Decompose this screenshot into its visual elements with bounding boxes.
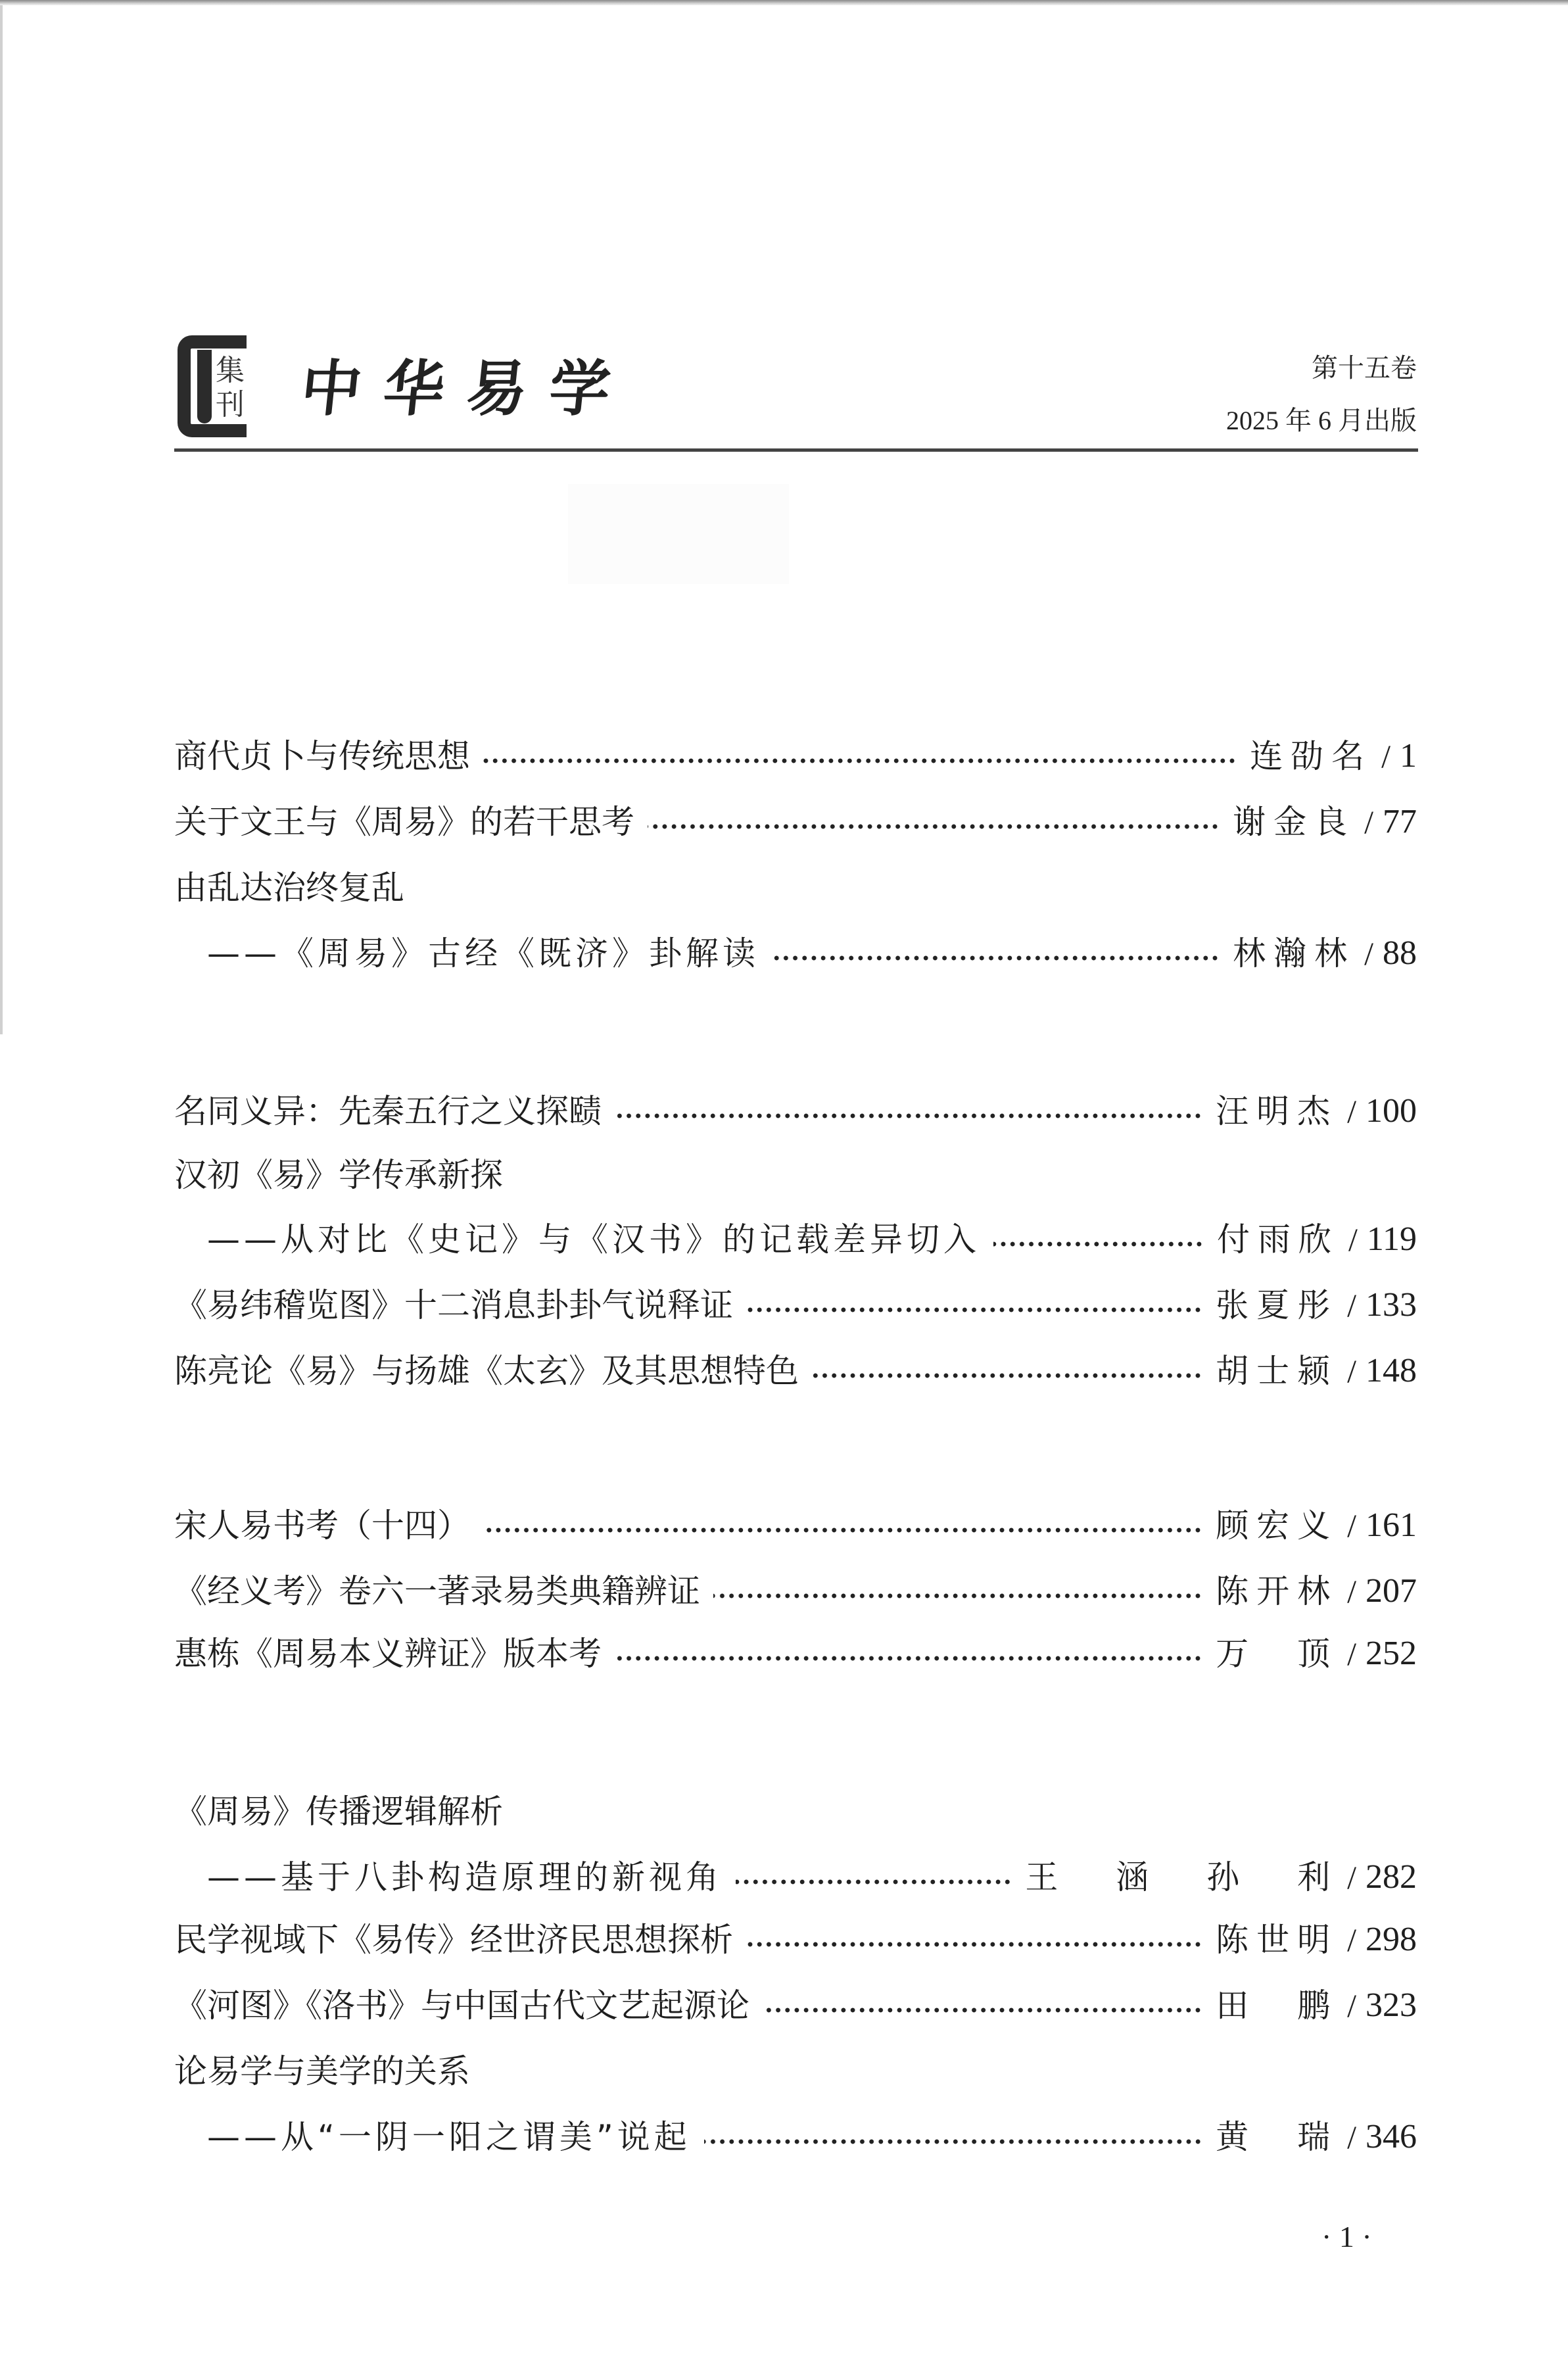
dot-leader bbox=[993, 1241, 1204, 1247]
toc-entry-title: 惠栋《周易本义辨证》版本考 bbox=[174, 1635, 602, 1673]
toc-entry[interactable] bbox=[174, 1282, 1417, 1328]
toc-entry[interactable] bbox=[174, 930, 1417, 976]
dot-leader bbox=[615, 1655, 1202, 1662]
toc-entry-page[interactable]: 88 bbox=[1383, 934, 1417, 972]
journal-title: 中华易学 bbox=[297, 353, 636, 424]
toc-entry[interactable] bbox=[174, 2114, 1417, 2160]
toc-entry-author: 陈世明 bbox=[1216, 1921, 1339, 1959]
toc-entry-author: 万 顶 bbox=[1216, 1635, 1339, 1673]
toc-entry-author: 张夏彤 bbox=[1216, 1286, 1339, 1324]
logo-char-kan: 刊 bbox=[216, 388, 245, 421]
toc-entry[interactable] bbox=[174, 1917, 1417, 1963]
toc-entry-subtitle: ——从对比《史记》与《汉书》的记载差异切入 bbox=[207, 1220, 980, 1259]
author-page-separator: / bbox=[1347, 1093, 1356, 1130]
toc-entry-title: 由乱达治终复乱 bbox=[174, 869, 404, 907]
scan-edge-left bbox=[0, 5, 3, 1034]
dot-leader bbox=[704, 2138, 1202, 2145]
dot-leader bbox=[772, 955, 1220, 961]
toc-entry-author: 连劭名 bbox=[1250, 737, 1373, 775]
toc-entry[interactable] bbox=[174, 1982, 1417, 2029]
toc-entry-page[interactable]: 1 bbox=[1400, 737, 1417, 775]
author-page-separator: / bbox=[1348, 1221, 1358, 1258]
logo-text bbox=[212, 354, 249, 422]
toc-entry-title: 《经义考》卷六一著录易类典籍辨证 bbox=[174, 1572, 700, 1610]
toc-entry-page[interactable]: 252 bbox=[1366, 1635, 1417, 1672]
toc-entry-title: 论易学与美学的关系 bbox=[174, 2052, 470, 2090]
author-page-separator: / bbox=[1347, 1987, 1356, 2024]
dot-leader bbox=[648, 823, 1220, 830]
toc-entry bbox=[174, 865, 1417, 911]
author-page-separator: / bbox=[1347, 1859, 1356, 1896]
dot-leader bbox=[615, 1113, 1202, 1119]
toc-entry-title: 《河图》《洛书》与中国古代文艺起源论 bbox=[174, 1986, 749, 2025]
toc-entry-author: 黄 瑞 bbox=[1216, 2118, 1339, 2156]
author-page-separator: / bbox=[1347, 1635, 1356, 1672]
dot-leader bbox=[746, 1941, 1202, 1948]
toc-entry-page[interactable]: 148 bbox=[1366, 1352, 1417, 1389]
toc-entry-author: 顾宏义 bbox=[1216, 1506, 1339, 1545]
toc-entry-title: 汉初《易》学传承新探 bbox=[174, 1156, 503, 1194]
dot-leader bbox=[746, 1307, 1202, 1313]
dot-leader bbox=[763, 2007, 1202, 2013]
toc-entry-page[interactable]: 207 bbox=[1366, 1572, 1417, 1610]
toc-entry-page[interactable]: 100 bbox=[1366, 1092, 1417, 1130]
dot-leader bbox=[736, 1879, 1012, 1885]
author-page-separator: / bbox=[1381, 738, 1390, 775]
toc-entry-title: 商代贞卜与传统思想 bbox=[174, 737, 470, 775]
toc-entry-title: 名同义异：先秦五行之义探赜 bbox=[174, 1092, 602, 1130]
toc-entry-author: 田 鹏 bbox=[1216, 1986, 1339, 2025]
toc-entry[interactable] bbox=[174, 733, 1417, 779]
toc-entry-page[interactable]: 161 bbox=[1366, 1506, 1417, 1544]
toc-entry-author: 林瀚林 bbox=[1233, 934, 1356, 973]
toc-entry-page[interactable]: 133 bbox=[1366, 1286, 1417, 1324]
dot-leader bbox=[812, 1372, 1202, 1379]
toc-entry[interactable] bbox=[174, 1348, 1417, 1394]
toc-entry-author: 汪明杰 bbox=[1216, 1092, 1339, 1130]
toc-entry[interactable] bbox=[174, 1502, 1417, 1549]
toc-entry-page[interactable]: 282 bbox=[1366, 1858, 1417, 1896]
volume-info bbox=[1226, 342, 1417, 447]
toc-entry-page[interactable]: 298 bbox=[1366, 1921, 1417, 1958]
page-number: · 1 · bbox=[1321, 2220, 1372, 2253]
toc-entry-subtitle: ——《周易》古经《既济》卦解读 bbox=[207, 934, 759, 973]
toc-entry[interactable] bbox=[174, 1854, 1417, 1900]
toc-entry-author: 王 涵 孙 利 bbox=[1025, 1858, 1339, 1896]
logo-j-icon bbox=[197, 350, 212, 423]
author-page-separator: / bbox=[1364, 935, 1373, 972]
toc-entry-author: 谢金良 bbox=[1233, 803, 1356, 841]
toc-entry[interactable] bbox=[174, 1568, 1417, 1614]
toc-entry-author: 胡士颍 bbox=[1216, 1352, 1339, 1390]
author-page-separator: / bbox=[1364, 804, 1373, 840]
toc-entry-author: 陈开林 bbox=[1216, 1572, 1339, 1610]
logo-char-ji: 集 bbox=[216, 354, 245, 387]
toc-entry-title: 陈亮论《易》与扬雄《太玄》及其思想特色 bbox=[174, 1352, 799, 1390]
author-page-separator: / bbox=[1347, 1921, 1356, 1958]
header-divider bbox=[174, 448, 1418, 452]
toc-entry-title: 《易纬稽览图》十二消息卦卦气说释证 bbox=[174, 1286, 733, 1324]
author-page-separator: / bbox=[1347, 1287, 1356, 1324]
author-page-separator: / bbox=[1347, 1507, 1356, 1544]
toc-entry[interactable] bbox=[174, 799, 1417, 845]
toc-entry-title: 宋人易书考（十四） bbox=[174, 1506, 470, 1545]
toc-entry-page[interactable]: 119 bbox=[1366, 1220, 1417, 1258]
volume-label: 第十五卷 bbox=[1312, 353, 1417, 383]
author-page-separator: / bbox=[1347, 2119, 1356, 2155]
scan-edge-top bbox=[0, 0, 1568, 5]
toc-entry-title: 民学视域下《易传》经世济民思想探析 bbox=[174, 1921, 733, 1959]
toc-entry[interactable] bbox=[174, 1088, 1417, 1134]
toc-entry-page[interactable]: 346 bbox=[1366, 2118, 1417, 2155]
dot-leader bbox=[483, 1527, 1202, 1533]
toc-entry[interactable] bbox=[174, 1216, 1417, 1262]
toc-entry-page[interactable]: 77 bbox=[1383, 803, 1417, 840]
toc-entry[interactable] bbox=[174, 1631, 1417, 1677]
toc-entry-author: 付雨欣 bbox=[1217, 1220, 1340, 1259]
toc-entry bbox=[174, 1789, 1417, 1835]
toc-entry bbox=[174, 2048, 1417, 2094]
journal-logo bbox=[178, 335, 260, 437]
toc-entry-title: 关于文王与《周易》的若干思考 bbox=[174, 803, 634, 841]
toc-entry bbox=[174, 1152, 1417, 1198]
toc-entry-page[interactable]: 323 bbox=[1366, 1986, 1417, 2024]
dot-leader bbox=[483, 757, 1237, 764]
publish-date: 2025 年 6 月出版 bbox=[1226, 406, 1417, 435]
author-page-separator: / bbox=[1347, 1353, 1356, 1389]
toc-entry-subtitle: ——从“一阴一阳之谓美”说起 bbox=[207, 2118, 691, 2156]
dot-leader bbox=[713, 1593, 1202, 1599]
toc-entry-subtitle: ——基于八卦构造原理的新视角 bbox=[207, 1858, 723, 1896]
author-page-separator: / bbox=[1347, 1573, 1356, 1610]
toc-entry-title: 《周易》传播逻辑解析 bbox=[174, 1792, 503, 1831]
faint-scan-artifact bbox=[568, 484, 789, 584]
